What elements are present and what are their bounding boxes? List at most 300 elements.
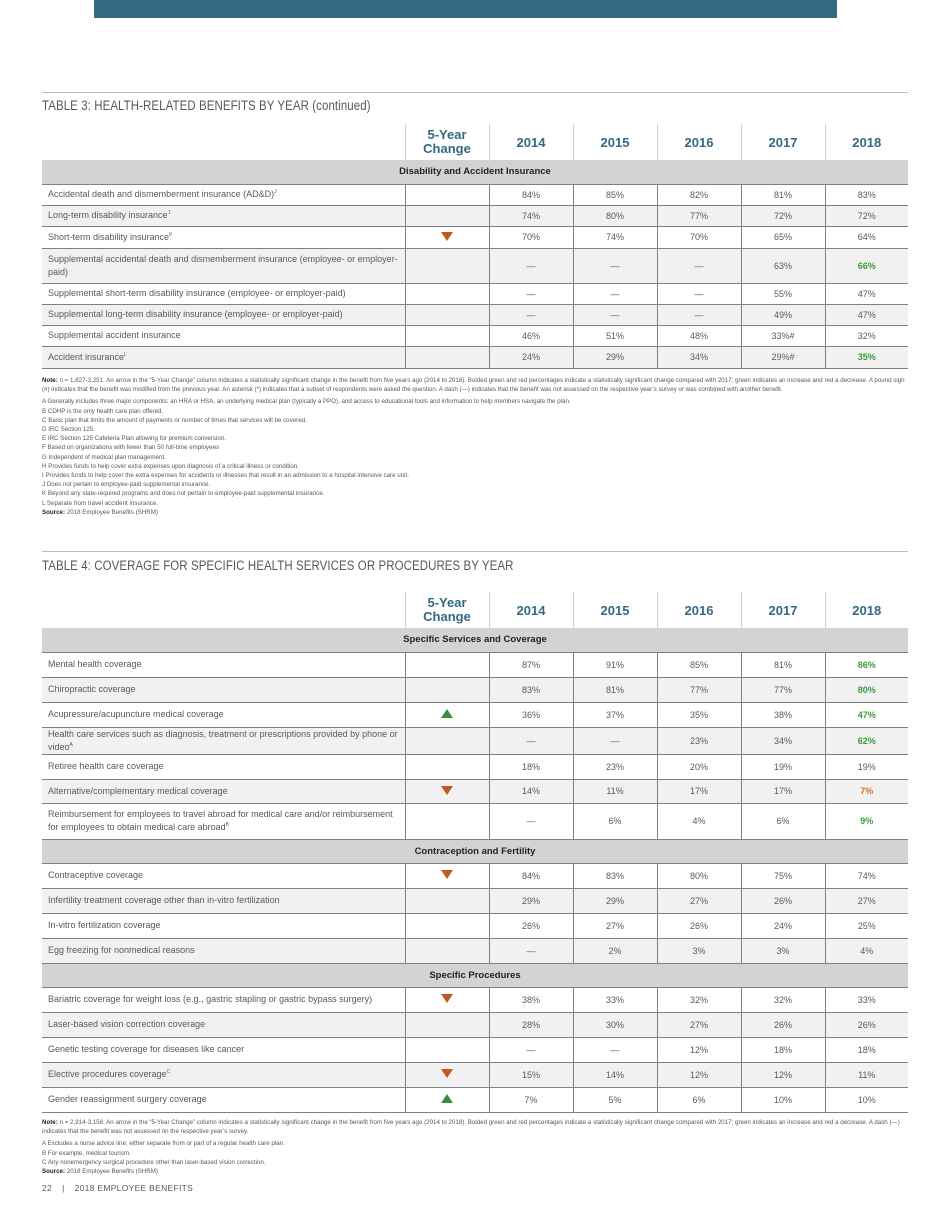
five-year-change-cell — [405, 1012, 489, 1037]
footnote: G Independent of medical plan management. — [42, 453, 166, 461]
five-year-change-cell — [405, 987, 489, 1012]
value-2018: 4% — [860, 945, 874, 956]
table-row — [42, 938, 908, 963]
row-label — [42, 1012, 405, 1037]
source-label: Source: — [42, 1168, 66, 1176]
value-2015: 80% — [605, 210, 624, 221]
footnote-marker: K — [169, 231, 173, 238]
value-cell — [489, 1012, 573, 1037]
note-text — [42, 376, 908, 394]
value-2015: 23% — [605, 761, 624, 772]
five-year-change-cell — [405, 727, 489, 754]
value-cell — [573, 346, 657, 368]
table-row — [42, 304, 908, 325]
value-cell — [489, 1062, 573, 1087]
row-label-text: Egg freezing for nonmedical reasons — [48, 945, 195, 955]
header-year: 2016 — [657, 124, 741, 160]
row-label — [42, 754, 405, 779]
value-2017: 72% — [773, 210, 792, 221]
row-label — [42, 888, 405, 913]
five-year-change-cell — [405, 226, 489, 248]
footnote: B For example, medical tourism. — [42, 1149, 131, 1157]
value-cell — [657, 702, 741, 727]
five-year-change-cell — [405, 248, 489, 283]
value-cell — [741, 346, 825, 368]
value-2015: 11% — [606, 786, 624, 796]
value-cell — [741, 987, 825, 1012]
value-cell — [489, 754, 573, 779]
value-cell — [657, 346, 741, 368]
value-cell — [657, 184, 741, 205]
header-year: 2018 — [825, 124, 908, 160]
value-2014: 84% — [521, 189, 540, 200]
value-cell — [825, 1087, 908, 1112]
five-year-change-cell — [405, 702, 489, 727]
value-2017: 3% — [776, 945, 790, 956]
footnote-marker: A — [69, 741, 73, 748]
value-2016: 27% — [689, 895, 708, 906]
value-cell — [741, 888, 825, 913]
footnote: E IRC Section 125 Cafeteria Plan allowing for premium conversion. — [42, 435, 226, 443]
value-cell — [657, 727, 741, 754]
value-2018: 18% — [857, 1044, 876, 1055]
row-label — [42, 702, 405, 727]
value-cell — [741, 1037, 825, 1062]
row-label — [42, 727, 405, 754]
value-2016: 4% — [692, 816, 706, 826]
value-cell — [489, 779, 573, 803]
value-2017: 24% — [773, 920, 792, 931]
value-2015: 5% — [608, 1094, 622, 1105]
divider — [42, 551, 908, 552]
value-cell — [741, 304, 825, 325]
value-cell — [489, 205, 573, 226]
value-cell — [825, 1062, 908, 1087]
five-year-change-cell — [405, 325, 489, 346]
section-title: Contraception and Fertility — [42, 839, 908, 863]
value-cell — [573, 677, 657, 702]
value-cell — [657, 913, 741, 938]
arrow-down-icon — [441, 786, 453, 795]
value-2017: 34% — [773, 735, 792, 746]
value-2017: 63% — [773, 260, 792, 271]
value-cell — [741, 863, 825, 888]
value-2018: 47% — [857, 309, 876, 320]
row-label-text: Retiree health care coverage — [48, 761, 164, 771]
table-row — [42, 205, 908, 226]
value-cell — [741, 283, 825, 304]
value-2015: — — [610, 309, 620, 320]
header-year: 2015 — [573, 124, 657, 160]
footnote-marker: L — [124, 351, 127, 358]
value-cell — [489, 702, 573, 727]
value-cell — [825, 304, 908, 325]
five-year-change-cell — [405, 652, 489, 677]
value-2015: 6% — [608, 816, 622, 826]
value-2014: 46% — [521, 330, 540, 341]
value-2014: — — [526, 309, 536, 320]
value-cell — [573, 863, 657, 888]
value-2017: 55% — [773, 288, 792, 299]
value-2015: 29% — [605, 895, 624, 906]
value-cell — [489, 652, 573, 677]
value-cell — [825, 702, 908, 727]
value-2015: 29% — [605, 352, 624, 362]
footnote: H Provides funds to help cover extra expenses upon diagnosis of a critical illness or condition. — [42, 462, 299, 470]
five-year-change-cell — [405, 779, 489, 803]
header-blank — [42, 592, 405, 628]
row-label — [42, 1062, 405, 1087]
value-cell — [825, 346, 908, 368]
divider — [42, 92, 908, 93]
value-cell — [573, 205, 657, 226]
value-2015: 83% — [605, 870, 624, 881]
value-2017: 38% — [773, 709, 792, 720]
table4 — [42, 592, 908, 1113]
value-2014: 38% — [521, 994, 540, 1005]
value-2016: 27% — [689, 1019, 708, 1030]
table-row — [42, 987, 908, 1012]
value-2017: 65% — [773, 232, 792, 242]
arrow-down-icon — [441, 1069, 453, 1078]
value-2017: 6% — [776, 816, 790, 826]
row-label-text: Acupressure/acupuncture medical coverage — [48, 709, 224, 719]
value-2016: 77% — [689, 684, 708, 695]
value-cell — [741, 913, 825, 938]
row-label-text: Bariatric coverage for weight loss (e.g., gastric stapling or gastric bypass surgery) — [48, 994, 373, 1004]
value-2017: 81% — [773, 189, 792, 200]
value-cell — [657, 803, 741, 839]
value-cell — [657, 283, 741, 304]
note-label: Note: — [42, 1119, 58, 1126]
footnote: J Does not pertain to employee-paid supplemental insurance. — [42, 481, 211, 489]
page-number: 22 — [42, 1183, 53, 1193]
value-cell — [573, 754, 657, 779]
value-2016: 26% — [689, 920, 708, 931]
row-label-text: Chiropractic coverage — [48, 684, 136, 694]
value-cell — [741, 184, 825, 205]
note-label: Note: — [42, 377, 58, 384]
five-year-change-cell — [405, 1062, 489, 1087]
arrow-up-icon — [441, 1094, 453, 1103]
five-year-change-cell — [405, 938, 489, 963]
arrow-down-icon — [441, 232, 453, 241]
section-title: Disability and Accident Insurance — [42, 160, 908, 184]
value-2018: 10% — [857, 1094, 876, 1105]
arrow-up-icon — [441, 709, 453, 718]
table-row — [42, 248, 908, 283]
value-cell — [489, 1037, 573, 1062]
value-cell — [741, 677, 825, 702]
row-label — [42, 184, 405, 205]
row-label-text: In-vitro fertilization coverage — [48, 920, 161, 930]
row-label — [42, 304, 405, 325]
value-2014: 83% — [521, 684, 540, 695]
value-cell — [489, 938, 573, 963]
value-2015: 91% — [605, 659, 624, 670]
value-cell — [825, 652, 908, 677]
value-cell — [489, 325, 573, 346]
row-label-text: Health care services such as diagnosis, treatment or prescriptions provided by phone or video — [48, 728, 398, 752]
value-cell — [657, 226, 741, 248]
five-year-change-cell — [405, 803, 489, 839]
value-cell — [573, 1062, 657, 1087]
row-label — [42, 205, 405, 226]
value-cell — [825, 226, 908, 248]
value-cell — [573, 184, 657, 205]
value-2015: — — [610, 260, 620, 271]
value-cell — [825, 1012, 908, 1037]
value-cell — [573, 226, 657, 248]
five-year-change-cell — [405, 913, 489, 938]
value-cell — [489, 1087, 573, 1112]
header-row — [42, 592, 908, 628]
value-cell — [741, 727, 825, 754]
section-title: Specific Procedures — [42, 963, 908, 987]
row-label — [42, 652, 405, 677]
value-2017: 77% — [773, 684, 792, 695]
value-2018: 11% — [858, 1069, 876, 1080]
value-cell — [741, 652, 825, 677]
table3-notes — [42, 376, 908, 517]
value-2018: 47% — [857, 288, 876, 299]
five-year-change-cell — [405, 677, 489, 702]
five-year-change-cell — [405, 888, 489, 913]
value-2016: 12% — [689, 1044, 708, 1055]
value-cell — [573, 652, 657, 677]
value-2018: 74% — [857, 870, 876, 881]
value-2015: 74% — [605, 232, 624, 242]
table-row — [42, 677, 908, 702]
value-cell — [825, 677, 908, 702]
value-cell — [741, 938, 825, 963]
value-2017: 29%# — [771, 352, 795, 362]
value-cell — [657, 325, 741, 346]
value-2016: 77% — [689, 210, 708, 221]
footnote: B CDHP is the only health care plan offered. — [42, 407, 164, 415]
value-2015: 27% — [605, 920, 624, 931]
value-2015: 33% — [605, 994, 624, 1005]
footnote-marker: J — [274, 189, 277, 195]
row-label-text: Reimbursement for employees to travel abroad for medical care and/or reimbursement for employees to obtain medical care abroad — [48, 809, 393, 832]
value-2017: 19% — [773, 761, 792, 772]
table-row — [42, 283, 908, 304]
value-2018: 72% — [857, 210, 876, 221]
row-label-text: Genetic testing coverage for diseases like cancer — [48, 1044, 245, 1054]
page-footer — [42, 1183, 193, 1193]
value-2017: 49% — [773, 309, 792, 320]
footnote-marker: J — [167, 210, 171, 216]
table3 — [42, 124, 908, 369]
footnote: F Based on organizations with fewer than 50 full-time employees — [42, 444, 220, 452]
five-year-change-cell — [405, 1087, 489, 1112]
value-2014: 87% — [521, 659, 540, 670]
value-2016: 35% — [689, 709, 708, 720]
row-label-text: Contraceptive coverage — [48, 870, 144, 880]
five-year-change-cell — [405, 184, 489, 205]
value-cell — [573, 938, 657, 963]
five-year-change-cell — [405, 863, 489, 888]
header-year: 2016 — [657, 592, 741, 628]
row-label-text: Accidental death and dismemberment insurance (AD&D) — [48, 189, 275, 199]
value-cell — [657, 304, 741, 325]
footnote: L Separate from travel accident insurance. — [42, 499, 159, 507]
table-row — [42, 1037, 908, 1062]
row-label-text: Long-term disability insurance — [48, 210, 168, 220]
value-cell — [825, 987, 908, 1012]
footnote: I Provides funds to help cover the extra expenses for accidents or illnesses that result in an admission to a hospital intensive care unit. — [42, 472, 409, 480]
value-2017: 12% — [773, 1069, 792, 1080]
value-cell — [657, 677, 741, 702]
value-2014: 14% — [521, 786, 540, 796]
value-cell — [573, 1087, 657, 1112]
value-cell — [489, 677, 573, 702]
row-label — [42, 779, 405, 803]
value-2017: 26% — [773, 1019, 792, 1030]
section-title: Specific Services and Coverage — [42, 628, 908, 652]
value-2017: 18% — [773, 1044, 792, 1055]
value-2014: 28% — [521, 1019, 540, 1030]
table4-notes — [42, 1118, 908, 1176]
value-2015: 14% — [605, 1069, 624, 1080]
value-cell — [741, 754, 825, 779]
value-cell — [489, 184, 573, 205]
footer-separator: | — [62, 1183, 65, 1193]
value-2016: 3% — [692, 945, 706, 956]
value-cell — [657, 754, 741, 779]
source-text: 2018 Employee Benefits (SHRM) — [66, 508, 158, 516]
row-label — [42, 1087, 405, 1112]
value-2018: 33% — [857, 994, 876, 1005]
value-cell — [573, 702, 657, 727]
value-2018: 83% — [857, 189, 876, 200]
row-label-text: Short-term disability insurance — [48, 231, 170, 242]
table-row — [42, 1012, 908, 1037]
row-label — [42, 346, 405, 368]
value-2014: — — [526, 816, 536, 826]
row-label — [42, 677, 405, 702]
value-2014: 70% — [521, 232, 540, 242]
row-label — [42, 913, 405, 938]
value-2015: 51% — [605, 330, 624, 341]
row-label-text: Accident insurance — [48, 351, 125, 362]
value-2018: 66% — [857, 260, 876, 271]
value-2015: 37% — [605, 709, 624, 720]
value-2017: 10% — [773, 1094, 792, 1105]
table-row — [42, 779, 908, 803]
value-cell — [825, 205, 908, 226]
value-cell — [657, 205, 741, 226]
value-cell — [825, 779, 908, 803]
value-cell — [825, 283, 908, 304]
value-2016: 17% — [689, 786, 708, 796]
table-row — [42, 754, 908, 779]
table-row — [42, 863, 908, 888]
value-cell — [657, 1087, 741, 1112]
section-row — [42, 963, 908, 987]
value-cell — [573, 283, 657, 304]
table-row — [42, 888, 908, 913]
value-2018: 35% — [857, 352, 876, 362]
value-cell — [489, 283, 573, 304]
value-2014: 15% — [521, 1069, 540, 1080]
value-2018: 62% — [857, 735, 876, 746]
value-cell — [573, 1012, 657, 1037]
value-2018: 86% — [857, 659, 876, 670]
value-2016: 34% — [689, 352, 708, 362]
five-year-change-cell — [405, 754, 489, 779]
value-2016: 48% — [689, 330, 708, 341]
value-cell — [489, 863, 573, 888]
value-cell — [741, 226, 825, 248]
value-2018: 25% — [857, 920, 876, 931]
value-cell — [657, 652, 741, 677]
value-2017: 33%# — [771, 330, 795, 341]
value-cell — [825, 754, 908, 779]
value-2015: 85% — [605, 189, 624, 200]
value-cell — [825, 1037, 908, 1062]
row-label-text: Mental health coverage — [48, 659, 142, 669]
row-label-text: Alternative/complementary medical coverage — [48, 785, 228, 796]
value-2015: 81% — [605, 684, 624, 695]
row-label — [42, 1037, 405, 1062]
header-year: 2014 — [489, 124, 573, 160]
value-cell — [573, 987, 657, 1012]
value-2018: 64% — [857, 232, 876, 242]
section-row — [42, 160, 908, 184]
value-cell — [573, 913, 657, 938]
value-cell — [657, 987, 741, 1012]
note-body: n = 2,914-3,158. An arrow in the “5-Year Change” column indicates a statistically significant change in the benefit from five years ago (2014 to 2018). Bolded green and red percentages indicate a statistically significant change compared with 2017; green indicates an increase and red a decrease. A dash (—) indicates that the benefit was not assessed on the respective year’s survey. — [42, 1119, 900, 1136]
value-2017: 32% — [773, 994, 792, 1005]
top-banner-bar — [94, 0, 837, 18]
footnote: K Beyond any state-required programs and does not pertain to employee-paid supplemental insurance. — [42, 490, 325, 498]
value-2014: 26% — [521, 920, 540, 931]
value-2014: — — [526, 1044, 536, 1055]
value-2014: — — [526, 945, 536, 956]
value-2016: 85% — [689, 659, 708, 670]
five-year-change-cell — [405, 283, 489, 304]
value-cell — [489, 987, 573, 1012]
value-2017: 26% — [773, 895, 792, 906]
value-cell — [573, 248, 657, 283]
value-2015: — — [610, 288, 620, 299]
header-blank — [42, 124, 405, 160]
row-label-text: Laser-based vision correction coverage — [48, 1019, 206, 1029]
value-cell — [825, 184, 908, 205]
section-row — [42, 839, 908, 863]
row-label — [42, 226, 405, 248]
value-cell — [741, 803, 825, 839]
value-cell — [741, 1087, 825, 1112]
value-cell — [825, 248, 908, 283]
section-row — [42, 628, 908, 652]
value-cell — [489, 803, 573, 839]
value-2016: 80% — [689, 870, 708, 881]
table-row — [42, 913, 908, 938]
row-label — [42, 863, 405, 888]
row-label — [42, 248, 405, 283]
value-cell — [489, 727, 573, 754]
five-year-change-cell — [405, 304, 489, 325]
value-cell — [489, 913, 573, 938]
value-2014: 29% — [521, 895, 540, 906]
value-2015: — — [610, 1044, 620, 1055]
table-row — [42, 1087, 908, 1112]
value-2014: 18% — [521, 761, 540, 772]
value-2015: 2% — [608, 945, 622, 956]
value-cell — [741, 702, 825, 727]
